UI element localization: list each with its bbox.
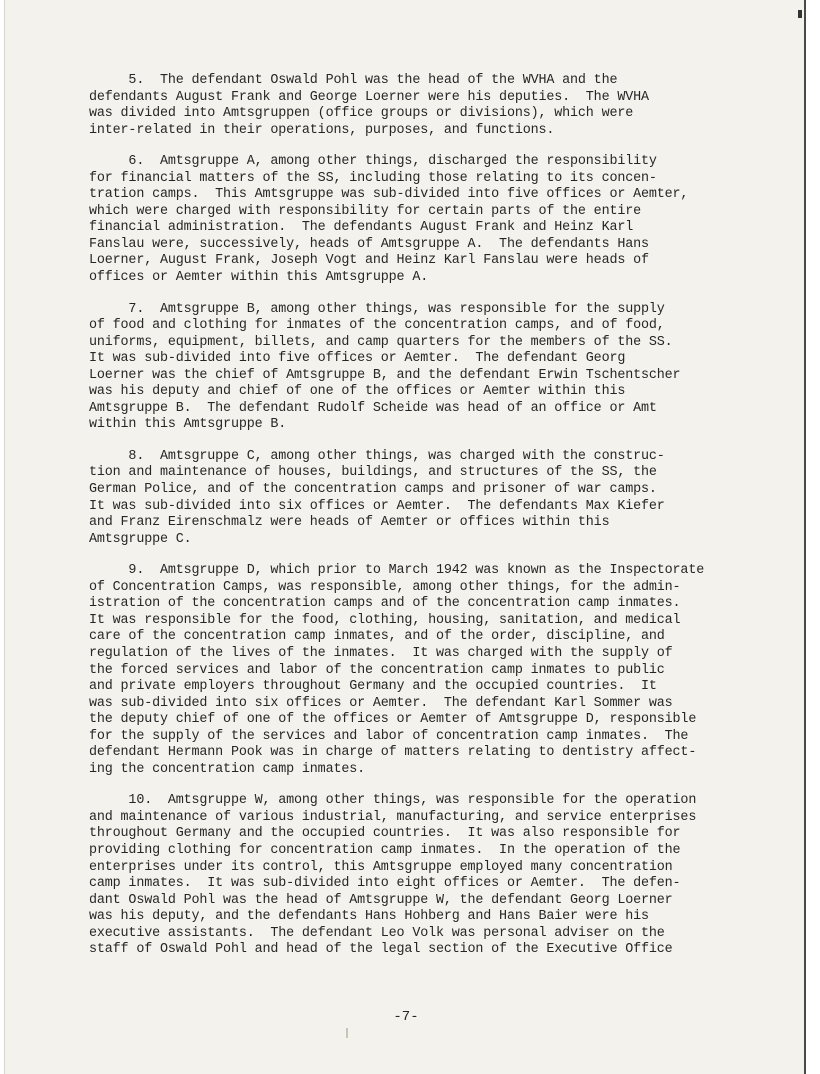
paragraph-5: 5. The defendant Oswald Pohl was the head of the WVHA and the defendants August Frank and George Loerner were his deputies. The WVHA was divided into Amtsgruppen (office groups or divisions), which were inter-related in their operations, purposes, and functions. bbox=[89, 73, 649, 138]
corner-mark bbox=[798, 10, 802, 18]
paragraph-6: 6. Amtsgruppe A, among other things, discharged the responsibility for financial matters of the SS, including those relating to its concen- tration camps. This Amtsgruppe was sub-divided into five offices or Aemter, which were charged with responsibility for certain parts of the entire financial administration. The defendants August Frank and Heinz Karl Fanslau were, successively, heads of Amtsgruppe A. The defendants Hans Loerner, August Frank, Joseph Vogt and Heinz Karl Fanslau were heads of offices or Aemter within this Amtsgruppe A. bbox=[89, 154, 689, 286]
paragraph-7: 7. Amtsgruppe B, among other things, was responsible for the supply of food and clothing for inmates of the concentration camps, and of food, uniforms, equipment, billets, and camp quarters for the members of the SS. It was sub-divided into five offices or Aemter. The defendant Georg Loerner was the chief of Amtsgruppe B, and the defendant Erwin Tschentscher was his deputy and chief of one of the offices or Aemter within this Amtsgruppe B. The defendant Rudolf Scheide was head of an office or Amt within this Amtsgruppe B. bbox=[89, 301, 681, 433]
paragraph-9: 9. Amtsgruppe D, which prior to March 1942 was known as the Inspectorate of Concentration Camps, was responsible, among other things, for the admin- istration of the concentration camps and of the concentration camp inmates. It was responsible for the food, clothing, housing, sanitation, and medical care of the concentration camp inmates, and of the order, discipline, and regulation of the lives of the inmates. It was charged with the supply of the forced services and labor of the concentration camp inmates to public and private employers throughout Germany and the occupied countries. It was sub-divided into six offices or Aemter. The defendant Karl Sommer was the deputy chief of one of the offices or Aemter of Amtsgruppe D, responsible for the supply of the services and labor of concentration camp inmates. The defendant Hermann Pook was in charge of matters relating to dentistry affect- ing the concentration camp inmates. bbox=[89, 563, 705, 777]
paragraph-10: 10. Amtsgruppe W, among other things, was responsible for the operation and maintenance of various industrial, manufacturing, and service enterprises throughout Germany and the occupied countries. It was also responsible for providing clothing for concentration camp inmates. In the operation of the enterprises under its control, this Amtsgruppe employed many concentration camp inmates. It was sub-divided into eight offices or Aemter. The defen- dant Oswald Pohl was the head of Amtsgruppe W, the defendant Georg Loerner was his deputy, and the defendants Hans Hohberg and Hans Baier were his executive assistants. The defendant Leo Volk was personal adviser on the staff of Oswald Pohl and head of the legal section of the Executive Office bbox=[89, 793, 697, 958]
scan-mark bbox=[346, 1028, 348, 1038]
page-number: -7- bbox=[393, 1009, 419, 1025]
document-page bbox=[4, 0, 806, 1074]
document-body bbox=[89, 73, 749, 974]
paragraph-8: 8. Amtsgruppe C, among other things, was charged with the construc- tion and maintenance of houses, buildings, and structures of the SS, the German Police, and of the concentration camps and prisoner of war camps. It was sub-divided into six offices or Aemter. The defendants Max Kiefer and Franz Eirenschmalz were heads of Aemter or offices within this Amtsgruppe C. bbox=[89, 448, 665, 547]
